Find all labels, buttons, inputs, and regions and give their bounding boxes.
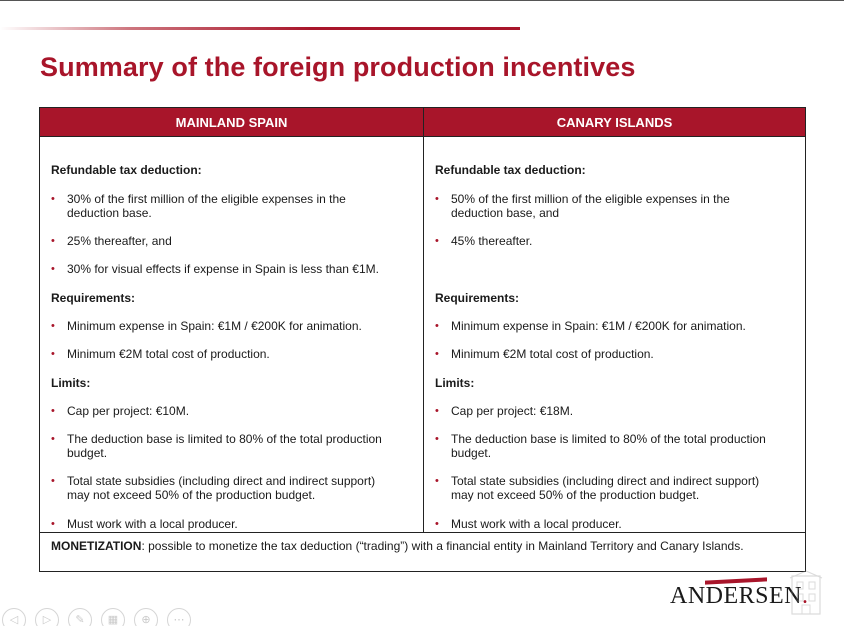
andersen-logo — [670, 576, 809, 610]
list-item: • Total state subsidies (including direct and indirect support) may not exceed 50% of the production budget. — [435, 474, 760, 502]
bullet-icon: • — [435, 193, 439, 205]
monetization-text: : possible to monetize the tax deduction (“trading”) with a financial entity in Mainland Territory and Canary Islands. — [141, 539, 744, 553]
logo-wordmark: ANDERSEN — [670, 583, 803, 609]
bullet-icon: • — [51, 433, 55, 445]
more-icon[interactable]: ⋯ — [167, 608, 191, 626]
bullet-icon: • — [51, 405, 55, 417]
zoom-icon[interactable]: ⊕ — [134, 608, 158, 626]
monetization-label: MONETIZATION — [51, 539, 142, 553]
list-item: • Minimum €2M total cost of production. — [51, 347, 270, 361]
section-heading: Refundable tax deduction: — [51, 163, 202, 177]
list-item: • Minimum expense in Spain: €1M / €200K for animation. — [435, 319, 746, 333]
bullet-icon: • — [51, 320, 55, 332]
bullet-icon: • — [51, 518, 55, 530]
bullet-icon: • — [435, 433, 439, 445]
bullet-icon: • — [435, 235, 439, 247]
bullet-icon: • — [435, 475, 439, 487]
section-heading: Requirements: — [435, 291, 520, 305]
bullet-icon: • — [51, 348, 55, 360]
canary-islands-column — [424, 137, 805, 532]
list-item: • 50% of the first million of the eligible expenses in the deduction base, and — [435, 192, 730, 220]
bullet-icon: • — [435, 518, 439, 530]
title-accent-line — [0, 27, 520, 30]
list-item: • 45% thereafter. — [435, 234, 533, 248]
list-item: • The deduction base is limited to 80% of the total production budget. — [51, 432, 382, 460]
slideshow-nav — [2, 604, 202, 626]
bullet-icon: • — [51, 193, 55, 205]
bullet-icon: • — [51, 475, 55, 487]
list-item: • Cap per project: €18M. — [435, 404, 574, 418]
top-border — [0, 0, 844, 1]
list-item: • Must work with a local producer. — [51, 517, 238, 531]
logo-period: . — [802, 583, 809, 609]
building-watermark-icon — [786, 570, 826, 616]
bullet-icon: • — [435, 320, 439, 332]
bullet-icon: • — [435, 405, 439, 417]
slide-title: Summary of the foreign production incentives — [40, 52, 636, 82]
incentives-table — [39, 107, 806, 572]
list-item: • Must work with a local producer. — [435, 517, 622, 531]
prev-icon[interactable]: ◁ — [2, 608, 26, 626]
slides-icon[interactable]: ▦ — [101, 608, 125, 626]
list-item: • 30% for visual effects if expense in Spain is less than €1M. — [51, 262, 379, 276]
section-heading: Limits: — [435, 376, 475, 390]
bullet-icon: • — [51, 263, 55, 275]
pen-icon[interactable]: ✎ — [68, 608, 92, 626]
footer-divider — [40, 532, 805, 533]
section-heading: Requirements: — [51, 291, 136, 305]
bullet-icon: • — [435, 348, 439, 360]
list-item: • 25% thereafter, and — [51, 234, 172, 248]
next-icon[interactable]: ▷ — [35, 608, 59, 626]
header-mainland-spain: MAINLAND SPAIN — [175, 115, 288, 130]
list-item: • Minimum expense in Spain: €1M / €200K for animation. — [51, 319, 362, 333]
monetization-note — [51, 539, 744, 553]
list-item: • 30% of the first million of the eligible expenses in the deduction base. — [51, 192, 346, 220]
list-item: • Cap per project: €10M. — [51, 404, 190, 418]
list-item: • Total state subsidies (including direct and indirect support) may not exceed 50% of the production budget. — [51, 474, 376, 502]
list-item: • The deduction base is limited to 80% of the total production budget. — [435, 432, 766, 460]
bullet-icon: • — [51, 235, 55, 247]
section-heading: Limits: — [51, 376, 91, 390]
header-canary-islands: CANARY ISLANDS — [556, 115, 673, 130]
section-heading: Refundable tax deduction: — [435, 163, 586, 177]
list-item: • Minimum €2M total cost of production. — [435, 347, 654, 361]
mainland-spain-column — [40, 137, 423, 532]
